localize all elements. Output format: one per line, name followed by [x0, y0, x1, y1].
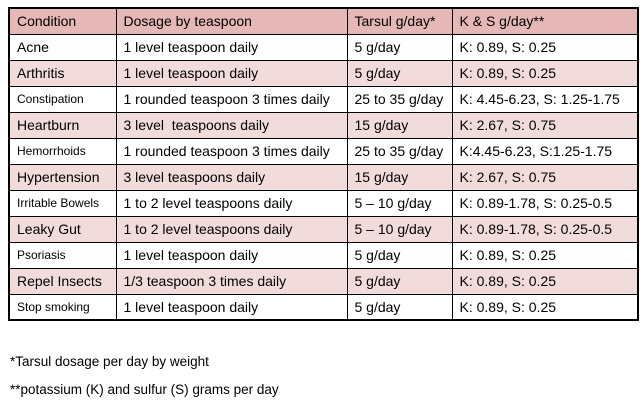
- table-row: [9, 60, 638, 86]
- cell-condition: Heartburn: [9, 112, 116, 138]
- table-row: [9, 112, 638, 138]
- cell-dosage: 1 level teaspoon daily: [116, 60, 347, 86]
- cell-ks: K: 2.67, S: 0.75: [452, 112, 638, 138]
- cell-tarsul: 5 – 10 g/day: [347, 216, 452, 242]
- cell-condition: Leaky Gut: [9, 216, 116, 242]
- cell-dosage: 1 level teaspoon daily: [116, 34, 347, 60]
- table-row: [9, 216, 638, 242]
- cell-tarsul: 25 to 35 g/day: [347, 138, 452, 164]
- cell-tarsul: 5 g/day: [347, 60, 452, 86]
- cell-ks: K: 0.89-1.78, S: 0.25-0.5: [452, 216, 638, 242]
- table-row: [9, 294, 638, 320]
- cell-dosage: 1 to 2 level teaspoons daily: [116, 216, 347, 242]
- cell-ks: K: 0.89-1.78, S: 0.25-0.5: [452, 190, 638, 216]
- cell-tarsul: 15 g/day: [347, 112, 452, 138]
- table-row: [9, 268, 638, 294]
- table-row: [9, 34, 638, 60]
- cell-ks: K:4.45-6.23, S:1.25-1.75: [452, 138, 638, 164]
- table-row: [9, 138, 638, 164]
- cell-tarsul: 5 g/day: [347, 242, 452, 268]
- column-header-tarsul: Tarsul g/day*: [347, 8, 452, 34]
- cell-condition: Acne: [9, 34, 116, 60]
- cell-tarsul: 25 to 35 g/day: [347, 86, 452, 112]
- cell-ks: K: 0.89, S: 0.25: [452, 34, 638, 60]
- cell-condition: Constipation: [9, 86, 116, 112]
- cell-condition: Hemorrhoids: [9, 138, 116, 164]
- table-row: [9, 242, 638, 268]
- table-row: [9, 164, 638, 190]
- cell-ks: K: 2.67, S: 0.75: [452, 164, 638, 190]
- cell-condition: Arthritis: [9, 60, 116, 86]
- footnote-ks: **potassium (K) and sulfur (S) grams per day: [10, 382, 279, 397]
- table-row: [9, 86, 638, 112]
- cell-dosage: 1 level teaspoon daily: [116, 242, 347, 268]
- table-body: [9, 34, 638, 320]
- cell-dosage: 1 rounded teaspoon 3 times daily: [116, 86, 347, 112]
- cell-tarsul: 5 g/day: [347, 268, 452, 294]
- cell-condition: Stop smoking: [9, 294, 116, 320]
- footnotes: [10, 355, 642, 397]
- cell-condition: Repel Insects: [9, 268, 116, 294]
- table-header-row: [9, 8, 638, 34]
- cell-dosage: 3 level teaspoons daily: [116, 164, 347, 190]
- page: [0, 7, 642, 397]
- cell-ks: K: 0.89, S: 0.25: [452, 268, 638, 294]
- footnote-tarsul: *Tarsul dosage per day by weight: [10, 354, 209, 369]
- table-row: [9, 190, 638, 216]
- cell-tarsul: 5 g/day: [347, 34, 452, 60]
- cell-dosage: 1/3 teaspoon 3 times daily: [116, 268, 347, 294]
- column-header-ks: K & S g/day**: [452, 8, 638, 34]
- cell-ks: K: 0.89, S: 0.25: [452, 60, 638, 86]
- cell-ks: K: 0.89, S: 0.25: [452, 242, 638, 268]
- cell-condition: Psoriasis: [9, 242, 116, 268]
- cell-ks: K: 0.89, S: 0.25: [452, 294, 638, 320]
- cell-dosage: 1 rounded teaspoon 3 times daily: [116, 138, 347, 164]
- cell-tarsul: 5 – 10 g/day: [347, 190, 452, 216]
- cell-ks: K: 4.45-6.23, S: 1.25-1.75: [452, 86, 638, 112]
- cell-dosage: 1 level teaspoon daily: [116, 294, 347, 320]
- cell-condition: Hypertension: [9, 164, 116, 190]
- column-header-condition: Condition: [9, 8, 116, 34]
- column-header-dosage: Dosage by teaspoon: [116, 8, 347, 34]
- cell-condition: Irritable Bowels: [9, 190, 116, 216]
- dosage-table: [8, 7, 639, 321]
- cell-tarsul: 5 g/day: [347, 294, 452, 320]
- cell-tarsul: 15 g/day: [347, 164, 452, 190]
- cell-dosage: 1 to 2 level teaspoons daily: [116, 190, 347, 216]
- cell-dosage: 3 level teaspoons daily: [116, 112, 347, 138]
